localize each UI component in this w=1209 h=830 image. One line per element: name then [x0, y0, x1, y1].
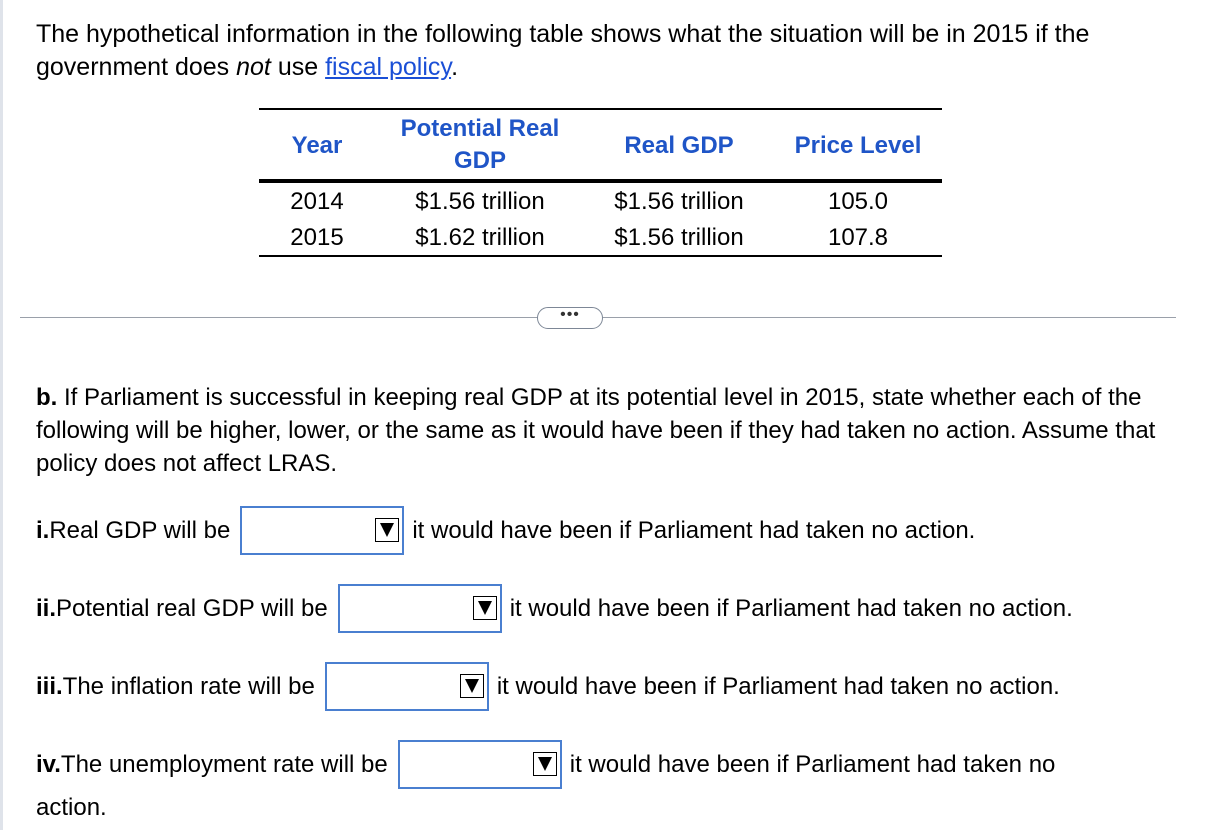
table-cell: $1.56 trillion [614, 188, 744, 215]
question-i [36, 506, 975, 555]
dropdown-arrow[interactable] [375, 518, 399, 542]
intro-emphasis: not [236, 53, 271, 81]
table-header-rule [259, 179, 942, 183]
triangle-down-icon [465, 679, 479, 693]
header-real-gdp: Real GDP [624, 132, 734, 159]
table-top-rule [259, 108, 942, 110]
question-suffix: it would have been if Parliament had taken no action. [496, 672, 1060, 700]
answer-dropdown-iii[interactable] [325, 662, 489, 711]
header-price-level: Price Level [794, 132, 922, 159]
part-b-prompt [36, 381, 1186, 480]
intro-text [36, 18, 1186, 84]
question-iv-wrap: action. [36, 794, 107, 821]
left-border [0, 0, 3, 830]
question-iii [36, 662, 1060, 711]
intro-part2: use [270, 53, 326, 81]
answer-dropdown-i[interactable] [240, 506, 404, 555]
dropdown-arrow[interactable] [533, 752, 557, 776]
question-number: i. [36, 516, 50, 544]
show-more-button[interactable]: ••• [537, 307, 603, 329]
fiscal-policy-link[interactable]: fiscal policy [325, 53, 452, 81]
question-number: iii. [36, 672, 63, 700]
question-suffix: it would have been if Parliament had taken no action. [412, 516, 976, 544]
table-cell: 105.0 [827, 188, 889, 215]
table-cell: 107.8 [827, 224, 889, 251]
question-prefix: The unemployment rate will be [60, 750, 388, 778]
triangle-down-icon [478, 601, 492, 615]
question-suffix: it would have been if Parliament had taken no [569, 750, 1056, 778]
table-bottom-rule [259, 255, 942, 257]
table-cell: $1.62 trillion [415, 224, 545, 251]
dropdown-arrow[interactable] [460, 674, 484, 698]
triangle-down-icon [380, 523, 394, 537]
intro-end: . [451, 53, 459, 81]
question-iv [36, 740, 1055, 789]
dropdown-arrow[interactable] [473, 596, 497, 620]
header-year: Year [291, 132, 343, 159]
question-ii [36, 584, 1073, 633]
table-cell: $1.56 trillion [614, 224, 744, 251]
part-b-text: If Parliament is successful in keeping real GDP at its potential level in 2015, state whether each of the following will be higher, lower, or the same as it would have been if they had taken no action. Assume that policy does not affect LRAS. [36, 384, 1156, 477]
question-suffix: it would have been if Parliament had taken no action. [509, 594, 1073, 622]
answer-dropdown-ii[interactable] [338, 584, 502, 633]
table-cell: $1.56 trillion [415, 188, 545, 215]
intro-part1: The hypothetical information in the following table shows what the situation will be in 2015 if the government does [36, 20, 1090, 81]
table-cell: 2014 [290, 188, 344, 215]
question-number: ii. [36, 594, 57, 622]
triangle-down-icon [538, 757, 552, 771]
part-b-label: b. [36, 384, 58, 411]
table-cell: 2015 [290, 224, 344, 251]
question-prefix: Real GDP will be [49, 516, 231, 544]
question-number: iv. [36, 750, 61, 778]
answer-dropdown-iv[interactable] [398, 740, 562, 789]
question-prefix: The inflation rate will be [62, 672, 315, 700]
question-prefix: Potential real GDP will be [56, 594, 328, 622]
header-potential-real-gdp: Potential Real GDP [400, 115, 560, 174]
